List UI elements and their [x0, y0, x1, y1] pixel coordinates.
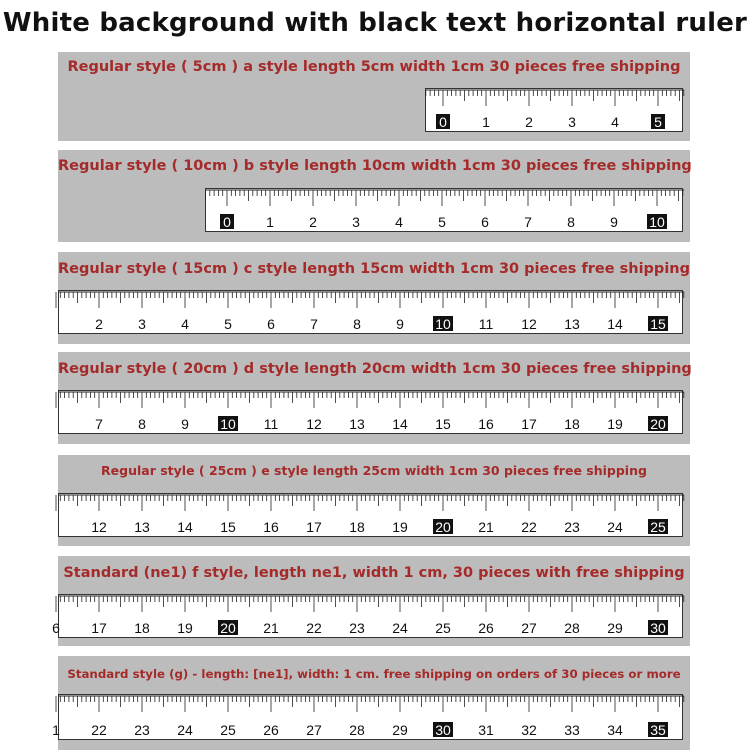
ruler-number: 19: [392, 519, 408, 535]
ruler-number: 27: [521, 620, 537, 636]
ruler-strip-c: [58, 290, 683, 334]
ruler-number: 5: [438, 214, 446, 230]
ruler-number: 9: [181, 416, 189, 432]
ruler-strip-e: [58, 493, 683, 537]
ruler-number: 31: [478, 722, 494, 738]
ruler-svg-d: [59, 391, 684, 435]
ruler-number: 20: [435, 519, 451, 535]
ruler-number: 5: [654, 114, 662, 130]
ruler-number: 10: [435, 316, 451, 332]
ruler-number: 13: [564, 316, 580, 332]
ruler-number: 17: [306, 519, 322, 535]
ruler-panel-e: [58, 455, 690, 546]
ruler-panel-f: [52, 556, 690, 646]
ruler-title-g: Standard style (g) - length: [ne1], width: 1 cm. free shipping on orders of 30 pieces or more: [67, 667, 681, 681]
ruler-svg-a: [426, 89, 684, 133]
ruler-svg-e: [59, 494, 684, 538]
ruler-number: 16: [478, 416, 494, 432]
ruler-number: 35: [650, 722, 666, 738]
ruler-number: 21: [478, 519, 494, 535]
ruler-number: 9: [396, 316, 404, 332]
ruler-title-d: Regular style ( 20cm ) d style length 20cm width 1cm 30 pieces free shipping: [58, 361, 692, 377]
ruler-number: 12: [521, 316, 537, 332]
ruler-number: 2: [309, 214, 317, 230]
ruler-number: 29: [392, 722, 408, 738]
ruler-svg-g: [52, 695, 684, 741]
ruler-number: 12: [306, 416, 322, 432]
ruler-title-a: Regular style ( 5cm ) a style length 5cm width 1cm 30 pieces free shipping: [67, 59, 681, 75]
ruler-number: 4: [181, 316, 189, 332]
ruler-number: 19: [177, 620, 193, 636]
ruler-number: 18: [349, 519, 365, 535]
ruler-title-f: Standard (ne1) f style, length ne1, width 1 cm, 30 pieces with free shipping: [63, 565, 685, 581]
ruler-number: 1: [482, 114, 490, 130]
page-title: White background with black text horizontal ruler: [2, 8, 748, 38]
ruler-number: 18: [564, 416, 580, 432]
ruler-panel-a: [58, 52, 690, 141]
ruler-number: 6: [481, 214, 489, 230]
ruler-number: 20: [220, 620, 236, 636]
ruler-title-e: Regular style ( 25cm ) e style length 25cm width 1cm 30 pieces free shipping: [101, 463, 647, 478]
ruler-number: 0: [223, 214, 231, 230]
ruler-number: 21: [263, 620, 279, 636]
ruler-number: 4: [395, 214, 403, 230]
ruler-number: 8: [567, 214, 575, 230]
ruler-title-b: Regular style ( 10cm ) b style length 10cm width 1cm 30 pieces free shipping: [58, 158, 692, 174]
ruler-number: 15: [650, 316, 666, 332]
ruler-number: 12: [91, 519, 107, 535]
ruler-number: 18: [134, 620, 150, 636]
ruler-number: 9: [610, 214, 618, 230]
ruler-svg-f: [52, 595, 684, 639]
ruler-number: 23: [134, 722, 150, 738]
ruler-number: 10: [220, 416, 236, 432]
ruler-number: 24: [607, 519, 623, 535]
ruler-number: 1: [52, 722, 60, 738]
ruler-number: 30: [650, 620, 666, 636]
ruler-number: 23: [564, 519, 580, 535]
ruler-number: 3: [568, 114, 576, 130]
ruler-number: 20: [650, 416, 666, 432]
ruler-panel-g: [52, 656, 690, 750]
ruler-number: 2: [525, 114, 533, 130]
ruler-number: 25: [650, 519, 666, 535]
ruler-number: 6: [267, 316, 275, 332]
ruler-number: 24: [177, 722, 193, 738]
ruler-number: 5: [224, 316, 232, 332]
ruler-strip-f: [52, 594, 683, 638]
ruler-number: 22: [306, 620, 322, 636]
ruler-number: 8: [138, 416, 146, 432]
ruler-number: 15: [220, 519, 236, 535]
ruler-number: 7: [310, 316, 318, 332]
ruler-number: 6: [52, 620, 60, 636]
ruler-number: 4: [611, 114, 619, 130]
ruler-strip-d: [58, 390, 683, 434]
ruler-number: 7: [95, 416, 103, 432]
ruler-number: 16: [263, 519, 279, 535]
ruler-number: 22: [521, 519, 537, 535]
ruler-number: 14: [392, 416, 408, 432]
ruler-number: 13: [134, 519, 150, 535]
ruler-number: 32: [521, 722, 537, 738]
ruler-svg-c: [59, 291, 684, 335]
ruler-number: 15: [435, 416, 451, 432]
ruler-number: 11: [263, 416, 279, 432]
ruler-number: 25: [220, 722, 236, 738]
ruler-number: 29: [607, 620, 623, 636]
ruler-number: 0: [439, 114, 447, 130]
ruler-panel-c: [58, 252, 690, 344]
ruler-number: 26: [263, 722, 279, 738]
ruler-strip-b: [205, 188, 683, 232]
ruler-strip-g: [52, 694, 683, 740]
ruler-number: 14: [607, 316, 623, 332]
ruler-panel-b: [58, 150, 690, 242]
ruler-number: 13: [349, 416, 365, 432]
ruler-title-c: Regular style ( 15cm ) c style length 15cm width 1cm 30 pieces free shipping: [58, 261, 690, 277]
ruler-number: 7: [524, 214, 532, 230]
ruler-number: 24: [392, 620, 408, 636]
ruler-number: 30: [435, 722, 451, 738]
ruler-number: 14: [177, 519, 193, 535]
ruler-number: 33: [564, 722, 580, 738]
ruler-number: 22: [91, 722, 107, 738]
ruler-svg-b: [206, 189, 684, 233]
ruler-number: 23: [349, 620, 365, 636]
ruler-number: 1: [266, 214, 274, 230]
ruler-number: 3: [352, 214, 360, 230]
ruler-number: 17: [91, 620, 107, 636]
ruler-number: 17: [521, 416, 537, 432]
ruler-number: 25: [435, 620, 451, 636]
ruler-number: 28: [349, 722, 365, 738]
ruler-number: 2: [95, 316, 103, 332]
ruler-number: 34: [607, 722, 623, 738]
ruler-number: 19: [607, 416, 623, 432]
ruler-panel-d: [58, 352, 690, 444]
ruler-number: 28: [564, 620, 580, 636]
ruler-number: 11: [478, 316, 494, 332]
ruler-number: 26: [478, 620, 494, 636]
ruler-number: 27: [306, 722, 322, 738]
ruler-number: 3: [138, 316, 146, 332]
ruler-number: 10: [649, 214, 665, 230]
ruler-number: 8: [353, 316, 361, 332]
ruler-strip-a: [425, 88, 683, 132]
